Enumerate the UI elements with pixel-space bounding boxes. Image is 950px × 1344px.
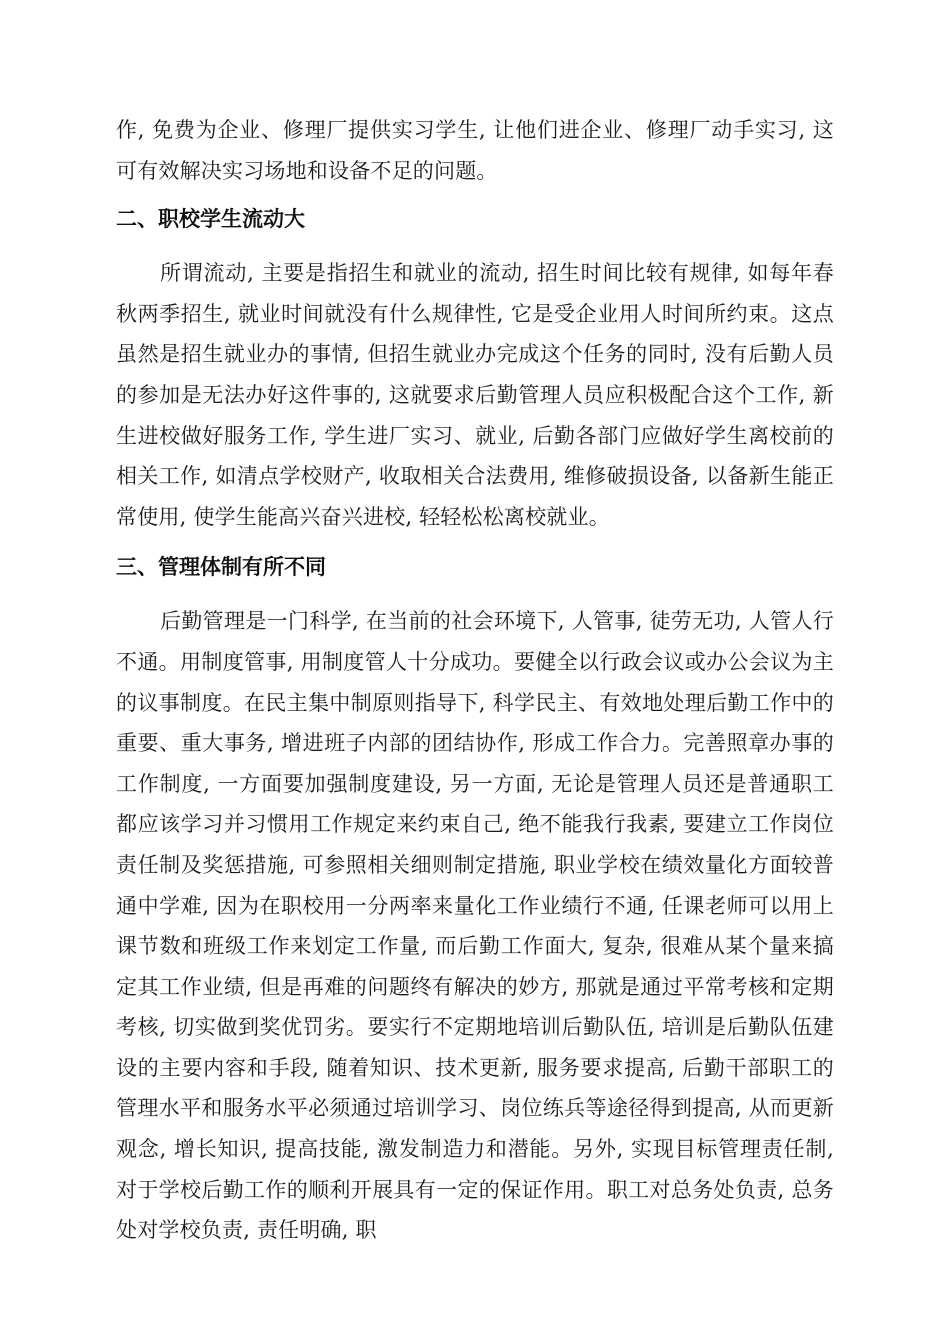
- section-student-mobility: [116, 205, 834, 537]
- document-body: [116, 110, 834, 1267]
- section-paragraph: 所谓流动, 主要是指招生和就业的流动, 招生时间比较有规律, 如每年春秋两季招生, 就业时间就没有什么规律性, 它是受企业用人时间所约束。这点虽然是招生就业办的事情, 但招生就业办完成这个任务的同时, 没有后勤人员的参加是无法办好这件事的, 这就要求后勤管理人员应积极配合这个工作, 新生进校做好服务工作, 学生进厂实习、就业, 后勤各部门应做好学生离校前的相关工作, 如清点学校财产, 收取相关合法费用, 维修破损设备, 以备新生能正常使用, 使学生能高兴奋兴进校, 轻轻松松离校就业。: [116, 261, 834, 529]
- paragraph-continued: 作, 免费为企业、修理厂提供实习学生, 让他们进企业、修理厂动手实习, 这可有效解决实习场地和设备不足的问题。: [116, 118, 834, 183]
- section-paragraph: 后勤管理是一门科学, 在当前的社会环境下, 人管事, 徒劳无功, 人管人行不通。用制度管事, 用制度管人十分成功。要健全以行政会议或办公会议为主的议事制度。在民主集中制原则指导下, 科学民主、有效地处理后勤工作中的重要、重大事务, 增进班子内部的团结协作, 形成工作合力。完善照章办事的工作制度, 一方面要加强制度建设, 另一方面, 无论是管理人员还是普通职工都应该学习并习惯用工作规定来约束自己, 绝不能我行我素, 要建立工作岗位责任制及奖惩措施, 可参照相关细则制定措施, 职业学校在绩效量化方面较普通中学难, 因为在职校用一分两率来量化工作业绩行不通, 任课老师可以用上课节数和班级工作来划定工作量, 而后勤工作面大, 复杂, 很难从某个量来搞定其工作业绩, 但是再难的问题终有解决的妙方, 那就是通过平常考核和定期考核, 切实做到奖优罚劣。要实行不定期地培训后勤队伍, 培训是后勤队伍建设的主要内容和手段, 随着知识、技术更新, 服务要求提高, 后勤干部职工的管理水平和服务水平必须通过培训学习、岗位练兵等途径得到提高, 从而更新观念, 增长知识, 提高技能, 激发制造力和潜能。另外, 实现目标管理责任制, 对于学校后勤工作的顺利开展具有一定的保证作用。职工对总务处负责, 总务处对学校负责, 责任明确, 职: [116, 609, 834, 1243]
- section-heading: 二、职校学生流动大: [116, 207, 305, 232]
- section-heading: 三、管理体制有所不同: [116, 555, 326, 580]
- section-management-system: [116, 553, 834, 1251]
